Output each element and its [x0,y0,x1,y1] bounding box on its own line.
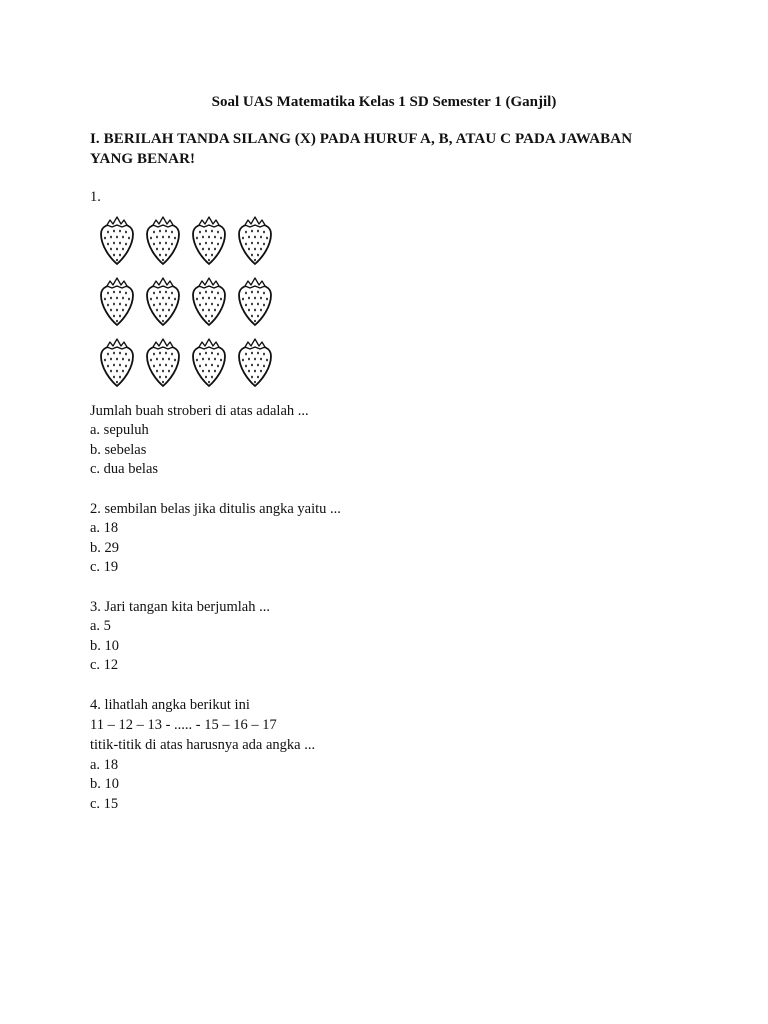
question-2-option-c: c. 19 [90,559,119,575]
question-1-option-b: b. sebelas [90,442,147,458]
instruction-line-1: I. BERILAH TANDA SILANG (X) PADA HURUF A, B, ATAU C PADA JAWABAN [90,131,633,147]
strawberry-icon [101,217,133,264]
strawberry-icon [101,339,133,386]
strawberry-icon [239,217,271,264]
question-3-option-b: b. 10 [90,638,119,654]
strawberry-icon [101,278,133,325]
section-instruction [90,129,670,169]
strawberry-icon [193,278,225,325]
strawberry-icon [239,278,271,325]
question-3-prompt: 3. Jari tangan kita berjumlah ... [90,599,270,615]
question-4-prompt: 4. lihatlah angka berikut ini [90,697,250,713]
question-1-option-a: a. sepuluh [90,422,149,438]
question-3-option-a: a. 5 [90,618,111,634]
question-1-number: 1. [90,189,101,205]
question-1-option-c: c. dua belas [90,461,159,477]
strawberry-icon [147,217,179,264]
strawberry-icon [239,339,271,386]
strawberry-icon [147,278,179,325]
question-4-sequence: 11 – 12 – 13 - ..... - 15 – 16 – 17 [90,717,277,733]
question-1-prompt: Jumlah buah stroberi di atas adalah ... [90,403,309,419]
question-4-option-a: a. 18 [90,757,119,773]
question-2-prompt: 2. sembilan belas jika ditulis angka yaitu ... [90,501,341,517]
page-title: Soal UAS Matematika Kelas 1 SD Semester 1 (Ganjil) [211,94,557,110]
strawberry-icon [193,217,225,264]
strawberry-grid [96,214,280,394]
question-2-option-a: a. 18 [90,520,119,536]
question-4-option-b: b. 10 [90,776,119,792]
question-3-option-c: c. 12 [90,657,119,673]
question-4-prompt-2: titik-titik di atas harusnya ada angka ... [90,737,316,753]
strawberry-icon [147,339,179,386]
strawberry-icon [193,339,225,386]
question-4-option-c: c. 15 [90,796,119,812]
question-2-option-b: b. 29 [90,540,119,556]
instruction-line-2: YANG BENAR! [90,151,196,167]
